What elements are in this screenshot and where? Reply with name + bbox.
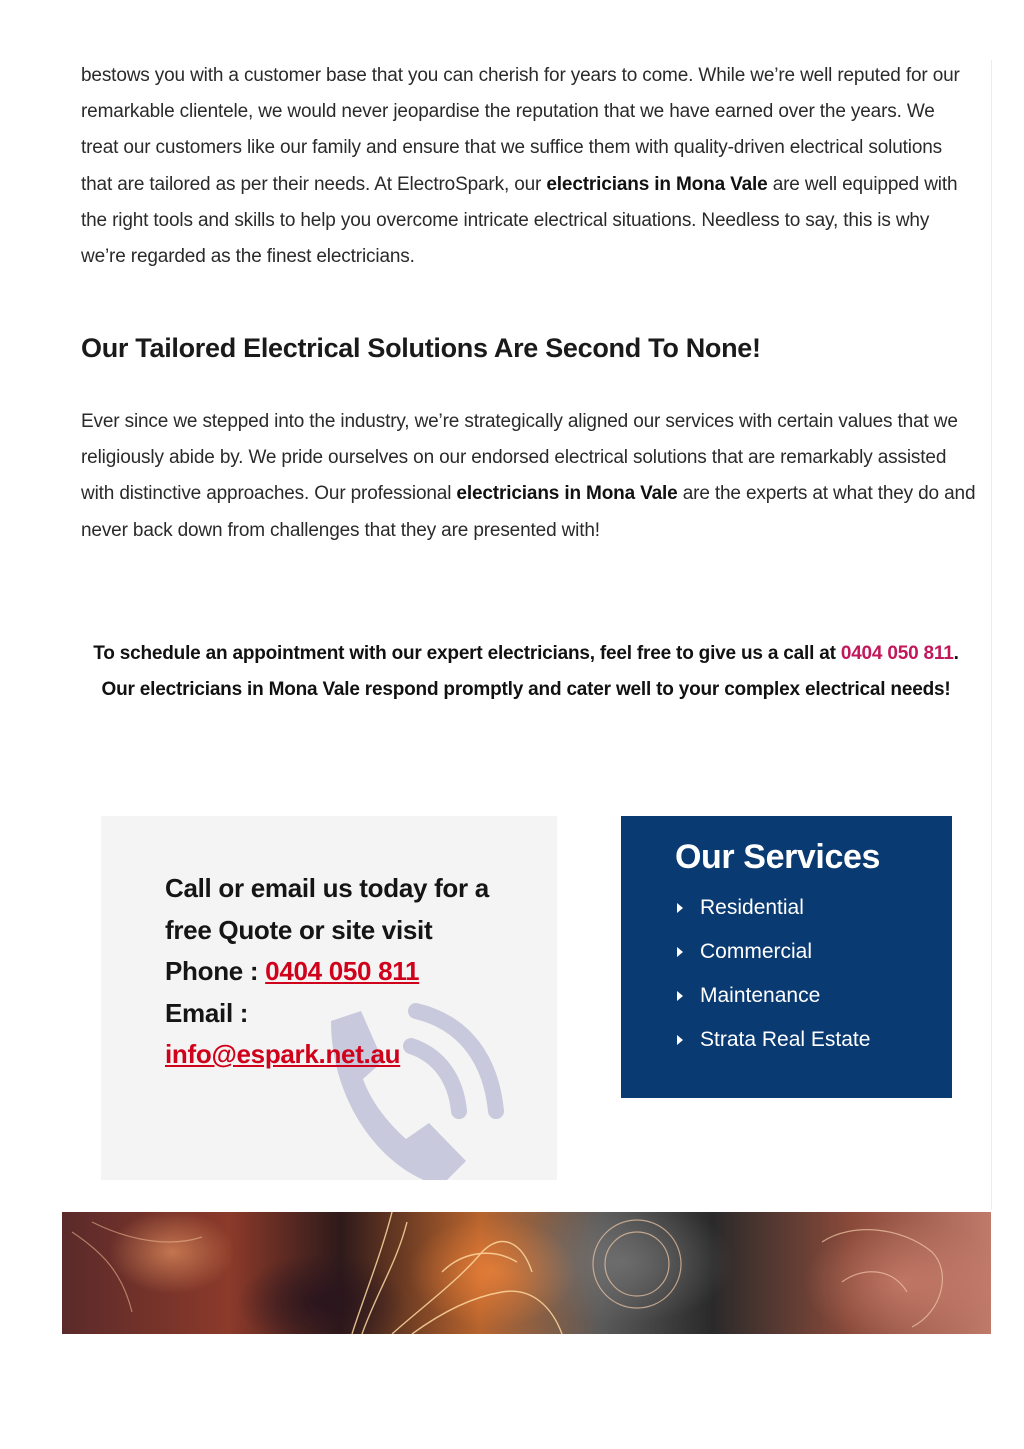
services-panel xyxy=(621,816,952,1098)
service-label: Strata Real Estate xyxy=(700,1028,871,1051)
contact-email-row xyxy=(165,1034,495,1076)
caret-right-icon xyxy=(677,991,683,1001)
intro-paragraph-block xyxy=(81,58,971,275)
services-title: Our Services xyxy=(675,838,880,876)
cta-text-2: . Our electricians in Mona Vale respond promptly and cater well to your complex electrical needs! xyxy=(101,643,959,701)
call-to-action xyxy=(88,636,964,708)
contact-line-1: Call or email us today for a xyxy=(165,873,489,903)
services-list xyxy=(677,896,870,1072)
banner-filaments xyxy=(62,1212,991,1334)
phone-label: Phone : xyxy=(165,956,259,986)
contact-phone-link[interactable]: 0404 050 811 xyxy=(265,956,420,986)
intro-text-1: bestows you with a customer base that you can cherish for years to come. While we’re well reputed for our remarkable clientele, we would never jeopardise the reputation that we have earned over the years. We treat our customers like our family and ensure that we suffice them with quality-driven electrical solutions that are tailored as per their needs. At ElectroSpark, our xyxy=(81,65,960,195)
email-label: Email : xyxy=(165,997,249,1028)
section-heading: Our Tailored Electrical Solutions Are Second To None! xyxy=(81,333,761,363)
intro-paragraph xyxy=(81,58,971,275)
caret-right-icon xyxy=(677,947,683,957)
service-label: Commercial xyxy=(700,940,813,963)
section-text-1: Ever since we stepped into the industry, we’re strategically aligned our services with certain values that we religiously abide by. We pride ourselves on our endorsed electrical solutions that are remarkably assisted with distinctive approaches. Our professional xyxy=(81,411,958,505)
section-paragraph xyxy=(81,404,976,549)
contact-phone-row xyxy=(165,951,495,993)
contact-email-link[interactable]: info@espark.net.au xyxy=(165,1039,401,1069)
service-label: Maintenance xyxy=(700,984,821,1007)
section-text-2: are the experts at what they do and never back down from challenges that they are presented with! xyxy=(81,483,976,541)
intro-text-2: are well equipped with the right tools and skills to help you overcome intricate electrical situations. Needless to say, this is why we’re regarded as the finest electricians. xyxy=(81,173,958,268)
cta-phone-link[interactable]: 0404 050 811 xyxy=(840,643,954,664)
service-item-maintenance[interactable] xyxy=(677,984,870,1028)
service-item-strata-real-estate[interactable] xyxy=(677,1028,870,1072)
service-label: Residential xyxy=(700,896,804,919)
page-right-border xyxy=(991,60,992,1210)
service-item-commercial[interactable] xyxy=(677,940,870,984)
caret-right-icon xyxy=(677,1035,683,1045)
contact-line-2: free Quote or site visit xyxy=(165,914,433,945)
section-keyword: electricians in Mona Vale xyxy=(456,483,678,505)
intro-keyword: electricians in Mona Vale xyxy=(546,173,768,195)
electrical-banner-image xyxy=(62,1212,991,1334)
section-paragraph-block xyxy=(81,404,976,549)
contact-details xyxy=(165,868,495,1076)
cta-text-1: To schedule an appointment with our expert electricians, feel free to give us a call at xyxy=(93,643,836,664)
service-item-residential[interactable] xyxy=(677,896,870,940)
caret-right-icon xyxy=(677,903,683,913)
contact-card xyxy=(101,816,557,1180)
